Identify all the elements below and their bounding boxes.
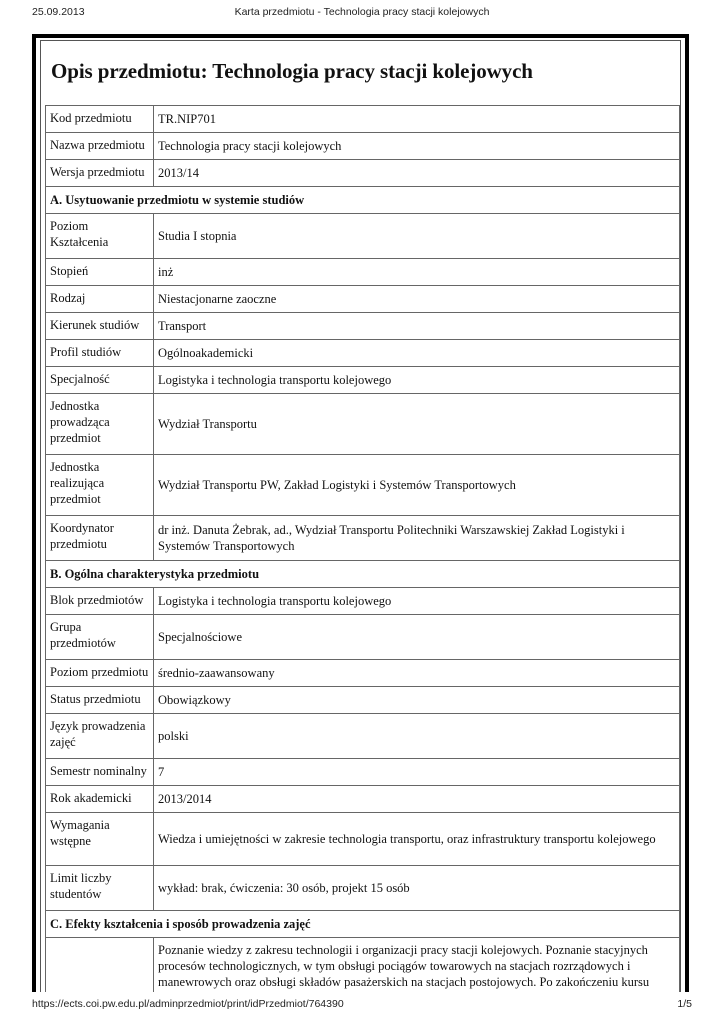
table-row bbox=[46, 214, 680, 259]
row-value: polski bbox=[154, 714, 680, 759]
row-label: Profil studiów bbox=[46, 340, 154, 367]
row-label: Wersja przedmiotu bbox=[46, 160, 154, 187]
row-value: inż bbox=[154, 259, 680, 286]
row-label: Kod przedmiotu bbox=[46, 106, 154, 133]
page-title: Opis przedmiotu: Technologia pracy stacji kolejowych bbox=[51, 59, 533, 83]
row-label: Rok akademicki bbox=[46, 786, 154, 813]
row-label: Poziom Kształcenia bbox=[46, 214, 154, 259]
print-title: Karta przedmiotu - Technologia pracy stacji kolejowych bbox=[234, 6, 490, 18]
row-label: Specjalność bbox=[46, 367, 154, 394]
row-label: Wymagania wstępne bbox=[46, 813, 154, 866]
document-frame bbox=[32, 34, 689, 992]
print-url: https://ects.coi.pw.edu.pl/adminprzedmiot/print/idPrzedmiot/764390 bbox=[32, 998, 344, 1010]
row-value: 2013/2014 bbox=[154, 786, 680, 813]
table-row bbox=[46, 687, 680, 714]
row-label: Stopień bbox=[46, 259, 154, 286]
table-row bbox=[46, 106, 680, 133]
table-row bbox=[46, 660, 680, 687]
row-label: Poziom przedmiotu bbox=[46, 660, 154, 687]
section-title: C. Efekty kształcenia i sposób prowadzenia zajęć bbox=[46, 911, 680, 938]
table-row bbox=[46, 759, 680, 786]
row-value: Technologia pracy stacji kolejowych bbox=[154, 133, 680, 160]
row-label: Jednostka realizująca przedmiot bbox=[46, 455, 154, 516]
document-inner-frame bbox=[40, 40, 681, 992]
row-value: Niestacjonarne zaoczne bbox=[154, 286, 680, 313]
table-row bbox=[46, 813, 680, 866]
table-row bbox=[46, 714, 680, 759]
row-value: 2013/14 bbox=[154, 160, 680, 187]
table-row bbox=[46, 455, 680, 516]
row-value: Wydział Transportu PW, Zakład Logistyki i Systemów Transportowych bbox=[154, 455, 680, 516]
row-value: Poznanie wiedzy z zakresu technologii i organizacji pracy stacji kolejowych. Poznanie stacyjnych procesów technologicznych, w tym obsługi pociągów towarowych na stacjach rozrządowych i manewrowych oraz obsługi składów pasażerskich na stacjach postojowych. Po zakończeniu kursu bbox=[154, 938, 680, 993]
print-header bbox=[32, 6, 692, 22]
table-row bbox=[46, 938, 680, 993]
section-heading-c bbox=[46, 911, 680, 938]
table-row bbox=[46, 516, 680, 561]
row-value: Logistyka i technologia transportu kolejowego bbox=[154, 367, 680, 394]
section-title: B. Ogólna charakterystyka przedmiotu bbox=[46, 561, 680, 588]
row-value: TR.NIP701 bbox=[154, 106, 680, 133]
section-title: A. Usytuowanie przedmiotu w systemie studiów bbox=[46, 187, 680, 214]
table-row bbox=[46, 394, 680, 455]
row-label: Koordynator przedmiotu bbox=[46, 516, 154, 561]
row-value: Ogólnoakademicki bbox=[154, 340, 680, 367]
table-row bbox=[46, 259, 680, 286]
table-row bbox=[46, 160, 680, 187]
row-value: 7 bbox=[154, 759, 680, 786]
row-label: Status przedmiotu bbox=[46, 687, 154, 714]
row-label: Język prowadzenia zajęć bbox=[46, 714, 154, 759]
row-value: Wydział Transportu bbox=[154, 394, 680, 455]
table-row bbox=[46, 615, 680, 660]
row-label: Grupa przedmiotów bbox=[46, 615, 154, 660]
table-row bbox=[46, 866, 680, 911]
page-number: 1/5 bbox=[677, 998, 692, 1010]
row-label bbox=[46, 938, 154, 993]
row-value: średnio-zaawansowany bbox=[154, 660, 680, 687]
row-value: Wiedza i umiejętności w zakresie technologia transportu, oraz infrastruktury transportu kolejowego bbox=[154, 813, 680, 866]
table-row bbox=[46, 588, 680, 615]
print-footer bbox=[32, 998, 692, 1012]
row-label: Limit liczby studentów bbox=[46, 866, 154, 911]
table-row bbox=[46, 367, 680, 394]
row-value: Obowiązkowy bbox=[154, 687, 680, 714]
row-label: Semestr nominalny bbox=[46, 759, 154, 786]
row-value: Studia I stopnia bbox=[154, 214, 680, 259]
row-value: Transport bbox=[154, 313, 680, 340]
row-label: Jednostka prowadząca przedmiot bbox=[46, 394, 154, 455]
table-row bbox=[46, 786, 680, 813]
section-heading-b bbox=[46, 561, 680, 588]
row-label: Rodzaj bbox=[46, 286, 154, 313]
print-date: 25.09.2013 bbox=[32, 6, 85, 18]
row-label: Nazwa przedmiotu bbox=[46, 133, 154, 160]
row-value: wykład: brak, ćwiczenia: 30 osób, projekt 15 osób bbox=[154, 866, 680, 911]
row-value: Specjalnościowe bbox=[154, 615, 680, 660]
row-value: Logistyka i technologia transportu kolejowego bbox=[154, 588, 680, 615]
course-card-table bbox=[45, 105, 680, 992]
row-label: Kierunek studiów bbox=[46, 313, 154, 340]
row-value: dr inż. Danuta Żebrak, ad., Wydział Transportu Politechniki Warszawskiej Zakład Logistyki i Systemów Transportowych bbox=[154, 516, 680, 561]
section-heading-a bbox=[46, 187, 680, 214]
row-label: Blok przedmiotów bbox=[46, 588, 154, 615]
table-row bbox=[46, 340, 680, 367]
table-row bbox=[46, 133, 680, 160]
table-row bbox=[46, 313, 680, 340]
table-row bbox=[46, 286, 680, 313]
